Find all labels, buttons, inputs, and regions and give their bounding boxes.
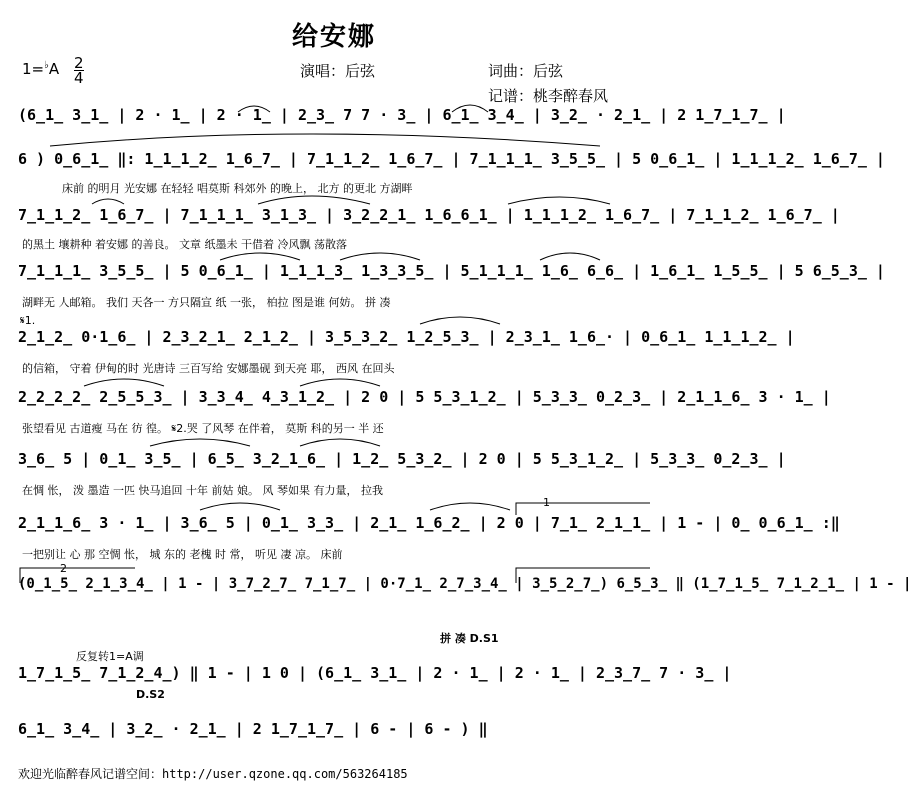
slur-arc: [452, 105, 488, 112]
ds2-mark: D.S2: [136, 688, 165, 701]
notation-row-1: (6̲1̲ 3̲1̲ | 2 · 1̲ | 2 · 1̲ | 2̲3̲ 7 7 · 3̲ | 6̲1̲ 3̲4̲ | 3̲2̲ · 2̲1̲ | 2 1̲7̲1̲7̲ |: [18, 106, 786, 124]
lyric-row-2: 床前 的明月 光安娜 在轻轻 唱莫斯 科郊外 的晚上， 北方 的更北 方湖畔: [62, 182, 413, 195]
composer-credit: 词曲：后弦: [488, 62, 564, 80]
slur-arc: [200, 503, 280, 510]
key-note: A: [48, 60, 60, 78]
ending-2-label: 2: [60, 562, 67, 575]
key-prefix: 1=: [22, 60, 45, 78]
notation-row-8: 2̲1̲1̲6̲ 3 · 1̲ | 3̲6̲ 5 | 0̲1̲ 3̲3̲ | 2̲1̲ 1̲6̲2̲ | 2 0 | 7̲1̲ 2̲1̲1̲ | 1 - | 0̲ 0̲6̲1̲ :‖: [18, 514, 840, 532]
song-title: 给安娜: [292, 22, 377, 52]
lyric-row-4: 湖畔无 人邮箱。 我们 天各一 方只隔宣 纸 一张， 柏拉 图是谁 何妨。 拼 凑: [22, 296, 391, 309]
slur-arc: [420, 317, 500, 324]
lyric-row-3: 的黑土 壤耕种 着安娜 的善良。 文章 纸墨未 干借着 冷风飘 荡散落: [22, 238, 347, 251]
lyric-row-9: 拼 凑 D.S1: [440, 632, 499, 645]
notation-row-7: 3̲6̲ 5 | 0̲1̲ 3̲5̲ | 6̲5̲ 3̲2̲1̲6̲ | 1̲2̲ 5̲3̲2̲ | 2 0 | 5 5̲3̲1̲2̲ | 5̲3̲3̲ 0̲2̲3̲ |: [18, 450, 786, 468]
slur-arc: [540, 253, 600, 260]
time-denominator: 4: [74, 69, 84, 87]
performer-credit: 演唱：后弦: [300, 62, 376, 80]
notation-row-10: 1̲7̲1̲5̲ 7̲1̲2̲4̲) ‖ 1 - | 1 0 | (6̲1̲ 3̲1̲ | 2 · 1̲ | 2 · 1̲ | 2̲3̲7̲ 7 · 3̲ |: [18, 664, 732, 682]
flat-symbol: ♭: [44, 60, 49, 71]
repeat-key-change-note: 反复转1=A调: [76, 650, 144, 663]
footer-credit: 欢迎光临醉春风记谱空间：http://user.qzone.qq.com/563264185: [18, 767, 408, 781]
notation-row-11: 6̲1̲ 3̲4̲ | 3̲2̲ · 2̲1̲ | 2 1̲7̲1̲7̲ | 6 - | 6 - ) ‖: [18, 720, 488, 738]
slur-arc: [430, 503, 510, 510]
slur-arc: [84, 379, 164, 386]
slur-arc: [92, 199, 124, 204]
notation-row-2: 6 ) 0̲6̲1̲ ‖: 1̲1̲1̲2̲ 1̲6̲7̲ | 7̲1̲1̲2̲ 1̲6̲7̲ | 7̲1̲1̲1̲ 3̲5̲5̲ | 5 0̲6̲1̲ | 1̲1̲1̲2̲ 1̲6̲7̲ |: [18, 150, 885, 168]
volta-2-bracket: [20, 568, 135, 583]
slur-arc: [340, 253, 420, 260]
slur-arc: [220, 253, 300, 260]
slur-arc: [238, 106, 270, 112]
notation-row-4: 7̲1̲1̲1̲ 3̲5̲5̲ | 5 0̲6̲1̲ | 1̲1̲1̲3̲ 1̲3̲3̲5̲ | 5̲1̲1̲1̲ 1̲6̲ 6̲6̲ | 1̲6̲1̲ 1̲5̲5̲ | 5 6̲5̲3̲ |: [18, 262, 885, 280]
volta-1-bracket: [516, 503, 650, 515]
slur-arc: [150, 439, 250, 446]
lyric-row-5: 的信箱， 守着 伊甸的时 光唐诗 三百写给 安娜墨砚 到天亮 耶， 西风 在回头: [22, 362, 395, 375]
notation-row-6: 2̲2̲2̲2̲ 2̲5̲5̲3̲ | 3̲3̲4̲ 4̲3̲1̲2̲ | 2 0 | 5 5̲3̲1̲2̲ | 5̲3̲3̲ 0̲2̲3̲ | 2̲1̲1̲6̲ 3 · 1̲ |: [18, 388, 831, 406]
volta-2b-bracket: [516, 568, 650, 583]
transcriber-credit: 记谱：桃李醉春风: [488, 87, 609, 105]
notation-row-9: (0̲1̲5̲ 2̲1̲3̲4̲ | 1 - | 3̲7̲2̲7̲ 7̲1̲7̲ | 0·7̲1̲ 2̲7̲3̲4̲ | 3̲5̲2̲7̲) 6̲5̲3̲ ‖ (1̲7̲1̲5̲ 7̲1̲2̲1̲ | 1 - |: [18, 576, 911, 592]
time-numerator: 2: [74, 54, 84, 72]
lyric-row-7: 在惆 怅， 泼 墨造 一匹 快马追回 十年 前姑 娘。 风 琴如果 有力量， 拉我: [22, 484, 383, 497]
segno-1-mark: 𝄋1.: [20, 314, 36, 327]
slur-arc: [508, 197, 610, 204]
slur-arc: [300, 439, 380, 446]
ending-1-label: 1: [543, 496, 550, 509]
notation-row-5: 2̲1̲2̲ 0·1̲6̲ | 2̲3̲2̲1̲ 2̲1̲2̲ | 3̲5̲3̲2̲ 1̲2̲5̲3̲ | 2̲3̲1̲ 1̲6̲· | 0̲6̲1̲ 1̲1̲1̲2̲ |: [18, 328, 795, 346]
lyric-row-6: 张望看见 古道瘦 马在 彷 徨。 𝄋2.哭 了风琴 在伴着， 莫斯 科的另一 半 还: [22, 422, 384, 435]
lyric-row-8: 一把别让 心 那 空惆 怅， 城 东的 老槐 时 常， 听见 凄 凉。 床前: [22, 548, 343, 561]
notation-row-3: 7̲1̲1̲2̲ 1̲6̲7̲ | 7̲1̲1̲1̲ 3̲1̲3̲ | 3̲2̲2̲1̲ 1̲6̲6̲1̲ | 1̲1̲1̲2̲ 1̲6̲7̲ | 7̲1̲1̲2̲ 1̲6̲7̲ |: [18, 206, 840, 224]
slur-arc: [300, 379, 380, 386]
slur-arc: [258, 196, 370, 204]
slur-arc: [50, 134, 600, 146]
